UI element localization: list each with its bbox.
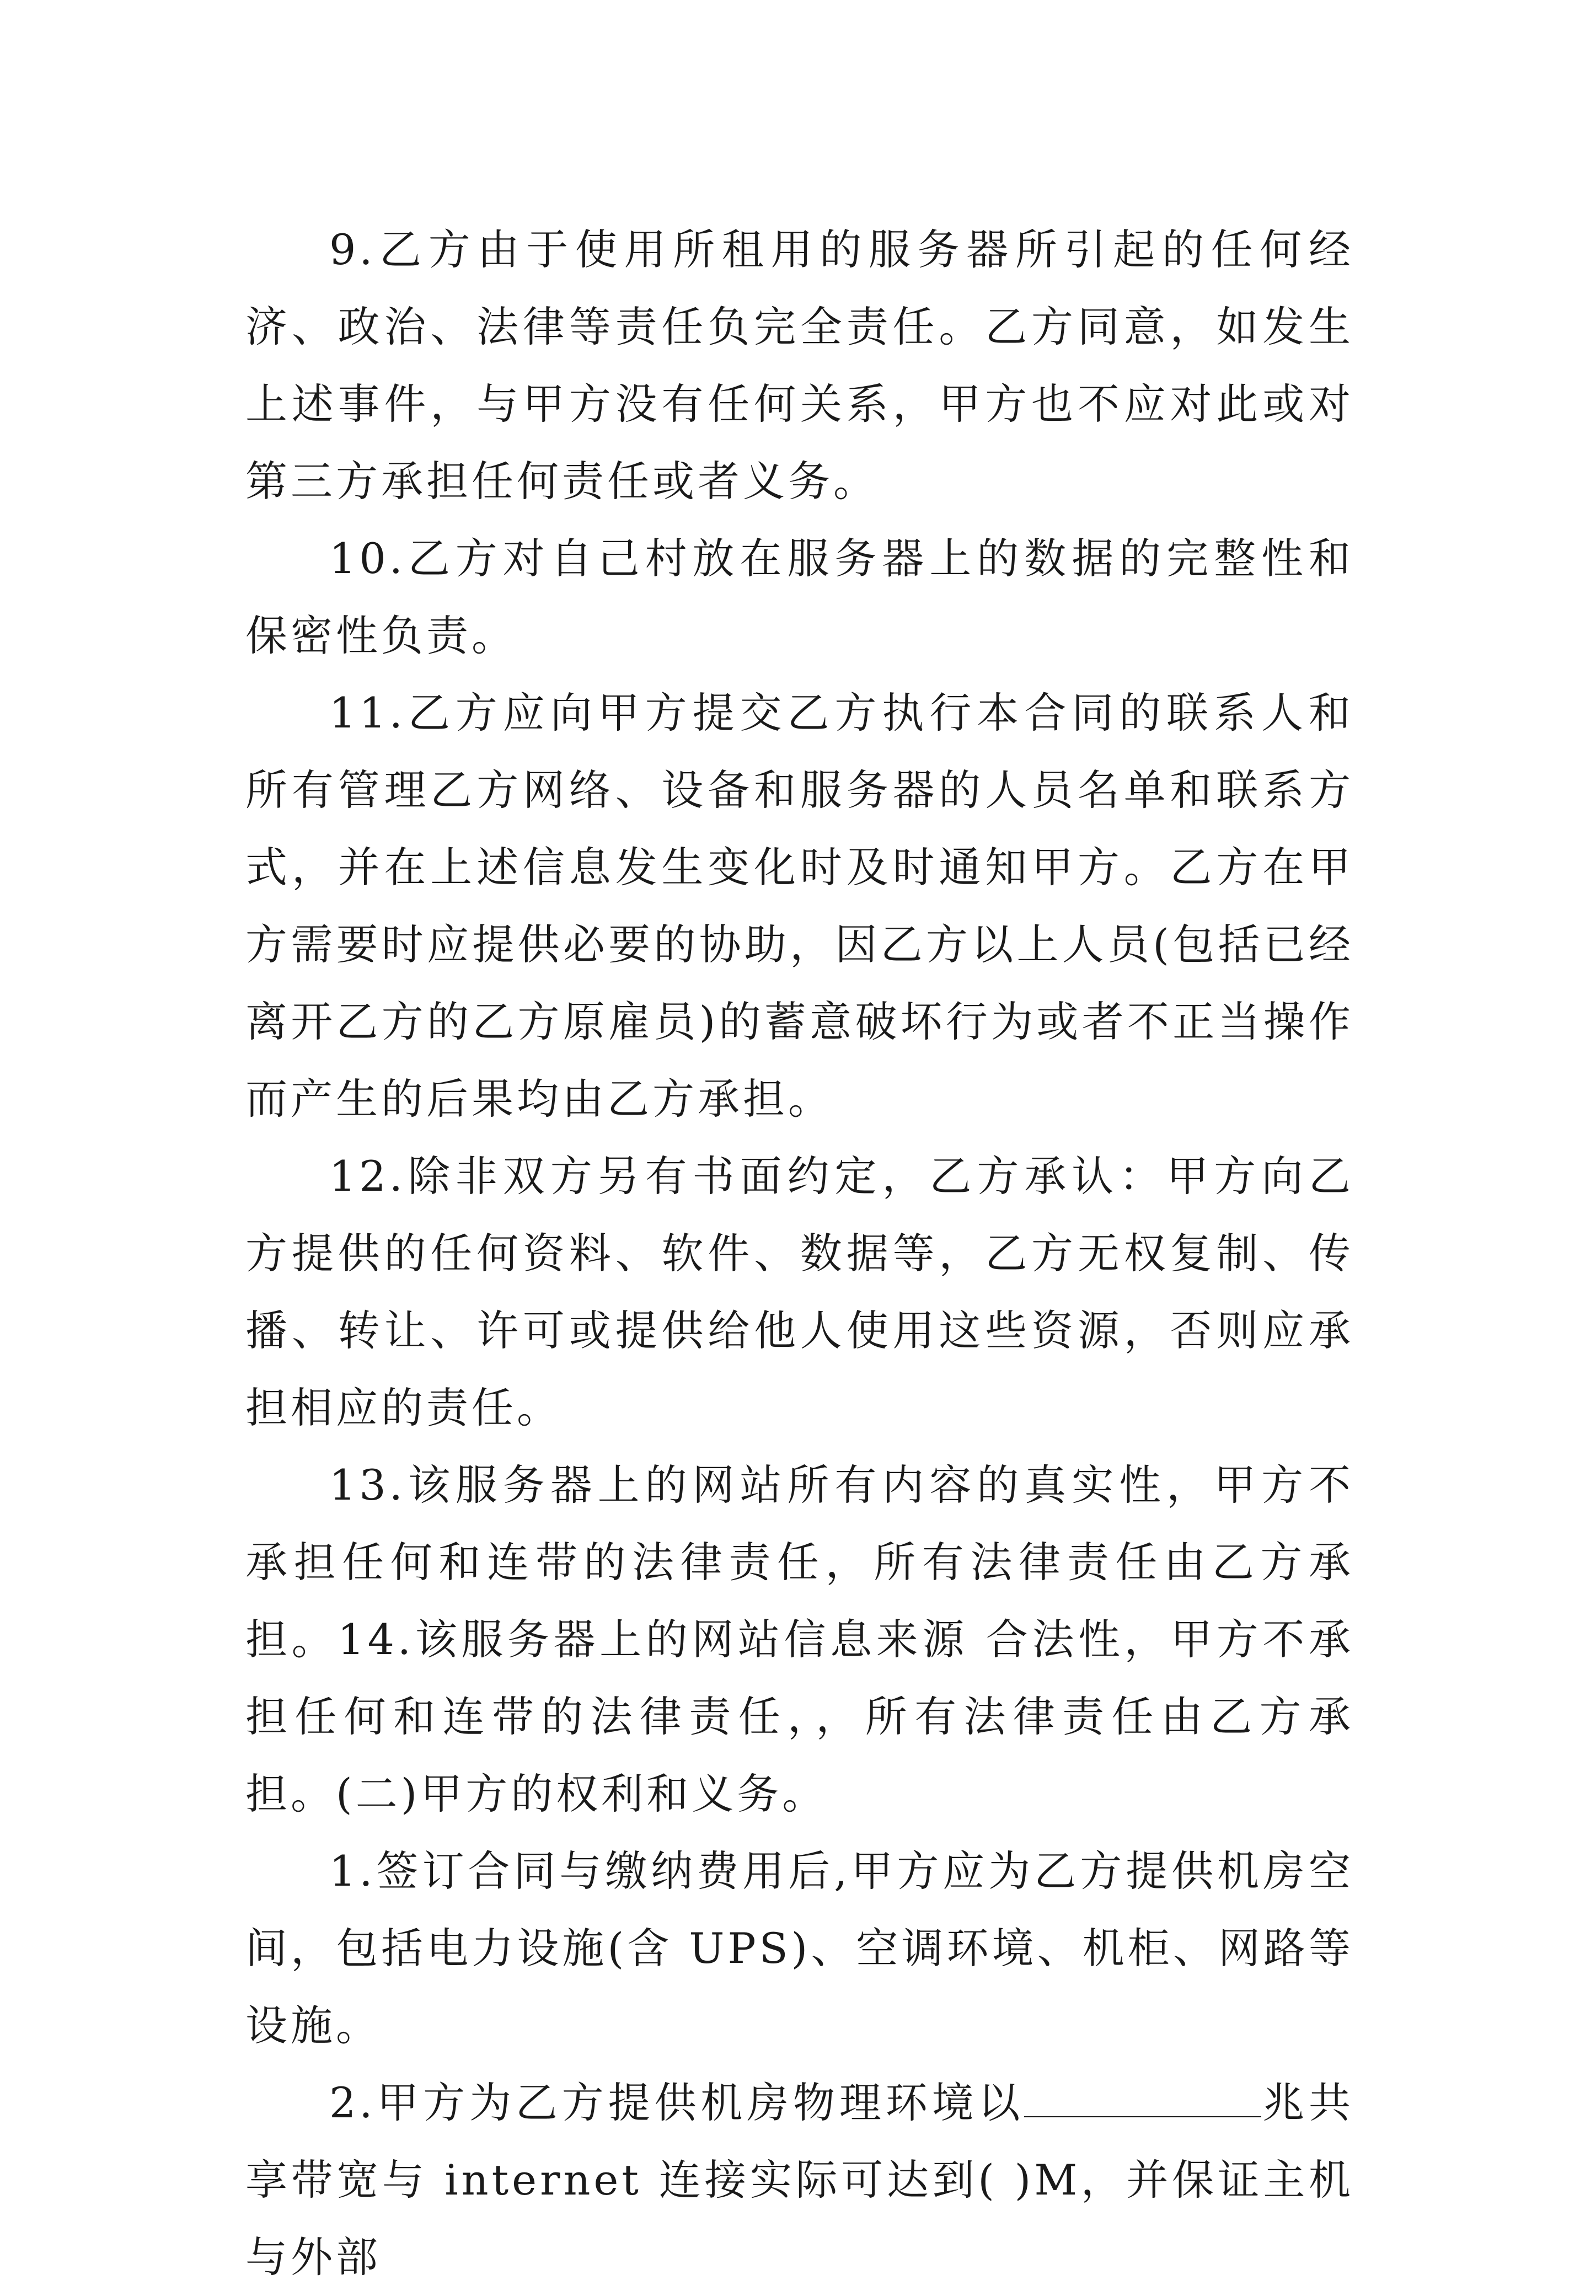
party-a-clause-1: 1.签订合同与缴纳费用后,甲方应为乙方提供机房空间，包括电力设施(含 UPS)、空调环境、机柜、网路等设施。 (245, 1847, 1354, 2050)
clause-13-14: 13.该服务器上的网站所有内容的真实性，甲方不承担任何和连带的法律责任，所有法律责任由乙方承担。14.该服务器上的网站信息来源 合法性，甲方不承担任何和连带的法律责任，，所有法律责任由乙方承担。(二)甲方的权利和义务。 (245, 1460, 1354, 1818)
document-body (245, 211, 1354, 2296)
fill-in-blank (1024, 2083, 1261, 2117)
clause-2-text-after-blank: 兆共享带宽与 internet 连接实际可达到( )M，并保证主机与外部 (245, 2078, 1354, 2282)
clause-2-text-before-blank: 2.甲方为乙方提供机房物理环境以 (329, 2078, 1025, 2127)
clause-11: 11.乙方应向甲方提交乙方执行本合同的联系人和所有管理乙方网络、设备和服务器的人员名单和联系方式，并在上述信息发生变化时及时通知甲方。乙方在甲方需要时应提供必要的协助，因乙方以上人员(包括已经离开乙方的乙方原雇员)的蓄意破坏行为或者不正当操作而产生的后果均由乙方承担。 (245, 688, 1354, 1123)
party-a-clause-2 (245, 2064, 1354, 2296)
clause-12: 12.除非双方另有书面约定，乙方承认：甲方向乙方提供的任何资料、软件、数据等，乙方无权复制、传播、转让、许可或提供给他人使用这些资源，否则应承担相应的责任。 (245, 1152, 1354, 1432)
clause-9: 9.乙方由于使用所租用的服务器所引起的任何经济、政治、法律等责任负完全责任。乙方同意，如发生上述事件，与甲方没有任何关系，甲方也不应对此或对第三方承担任何责任或者义务。 (245, 225, 1354, 506)
clause-10: 10.乙方对自己村放在服务器上的数据的完整性和保密性负责。 (245, 534, 1354, 660)
